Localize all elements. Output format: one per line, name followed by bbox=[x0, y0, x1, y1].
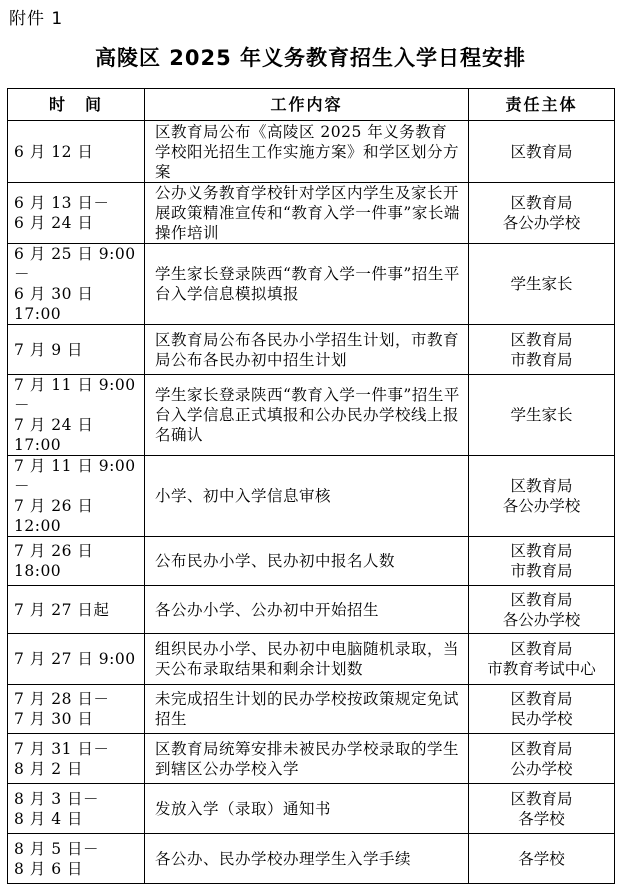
content-cell: 组织民办小学、民办初中电脑随机录取，当天公布录取结果和剩余计划数 bbox=[145, 634, 469, 685]
responsible-cell: 学生家长 bbox=[469, 375, 615, 456]
responsible-cell: 区教育局 市教育考试中心 bbox=[469, 634, 615, 685]
time-cell: 7 月 27 日 9:00 bbox=[8, 634, 145, 685]
time-cell: 7 月 9 日 bbox=[8, 325, 145, 375]
responsible-cell: 区教育局 民办学校 bbox=[469, 685, 615, 734]
content-cell: 各公办、民办学校办理学生入学手续 bbox=[145, 834, 469, 884]
header-content: 工作内容 bbox=[145, 89, 469, 121]
table-row bbox=[8, 456, 615, 537]
content-cell: 学生家长登录陕西“教育入学一件事”招生平台入学信息模拟填报 bbox=[145, 244, 469, 325]
table-row bbox=[8, 685, 615, 734]
responsible-cell: 学生家长 bbox=[469, 244, 615, 325]
responsible-cell: 区教育局 市教育局 bbox=[469, 537, 615, 586]
table-row bbox=[8, 537, 615, 586]
responsible-cell: 区教育局 bbox=[469, 121, 615, 183]
time-cell: 8 月 3 日－ 8 月 4 日 bbox=[8, 784, 145, 834]
time-cell: 7 月 11 日 9:00－ 7 月 24 日 17:00 bbox=[8, 375, 145, 456]
table-row bbox=[8, 244, 615, 325]
content-cell: 区教育局统筹安排未被民办学校录取的学生到辖区公办学校入学 bbox=[145, 734, 469, 784]
document-title: 高陵区 2025 年义务教育招生入学日程安排 bbox=[94, 46, 527, 70]
content-cell: 区教育局公布各民办小学招生计划，市教育局公布各民办初中招生计划 bbox=[145, 325, 469, 375]
time-cell: 6 月 12 日 bbox=[8, 121, 145, 183]
table-row bbox=[8, 121, 615, 183]
table-row bbox=[8, 183, 615, 244]
content-cell: 公布民办小学、民办初中报名人数 bbox=[145, 537, 469, 586]
content-cell: 发放入学（录取）通知书 bbox=[145, 784, 469, 834]
time-cell: 7 月 31 日－ 8 月 2 日 bbox=[8, 734, 145, 784]
responsible-cell: 各学校 bbox=[469, 834, 615, 884]
table-row bbox=[8, 634, 615, 685]
table-row bbox=[8, 784, 615, 834]
responsible-cell: 区教育局 各公办学校 bbox=[469, 586, 615, 634]
header-time: 时 间 bbox=[8, 89, 145, 121]
table-row bbox=[8, 325, 615, 375]
responsible-cell: 区教育局 各学校 bbox=[469, 784, 615, 834]
responsible-cell: 区教育局 各公办学校 bbox=[469, 183, 615, 244]
content-cell: 未完成招生计划的民办学校按政策规定免试招生 bbox=[145, 685, 469, 734]
table-row bbox=[8, 375, 615, 456]
header-responsible: 责任主体 bbox=[469, 89, 615, 121]
time-cell: 7 月 11 日 9:00－ 7 月 26 日 12:00 bbox=[8, 456, 145, 537]
attachment-label: 附件 1 bbox=[9, 9, 64, 29]
time-cell: 7 月 28 日－ 7 月 30 日 bbox=[8, 685, 145, 734]
table-row bbox=[8, 734, 615, 784]
content-cell: 公办义务教育学校针对学区内学生及家长开展政策精准宣传和“教育入学一件事”家长端操作培训 bbox=[145, 183, 469, 244]
responsible-cell: 区教育局 各公办学校 bbox=[469, 456, 615, 537]
content-cell: 小学、初中入学信息审核 bbox=[145, 456, 469, 537]
time-cell: 6 月 25 日 9:00－ 6 月 30 日 17:00 bbox=[8, 244, 145, 325]
schedule-table bbox=[7, 88, 615, 884]
time-cell: 7 月 27 日起 bbox=[8, 586, 145, 634]
content-cell: 各公办小学、公办初中开始招生 bbox=[145, 586, 469, 634]
table-header-row bbox=[8, 89, 615, 121]
content-cell: 区教育局公布《高陵区 2025 年义务教育学校阳光招生工作实施方案》和学区划分方案 bbox=[145, 121, 469, 183]
time-cell: 8 月 5 日－ 8 月 6 日 bbox=[8, 834, 145, 884]
table-row bbox=[8, 834, 615, 884]
time-cell: 7 月 26 日 18:00 bbox=[8, 537, 145, 586]
responsible-cell: 区教育局 公办学校 bbox=[469, 734, 615, 784]
responsible-cell: 区教育局 市教育局 bbox=[469, 325, 615, 375]
table-row bbox=[8, 586, 615, 634]
time-cell: 6 月 13 日－ 6 月 24 日 bbox=[8, 183, 145, 244]
content-cell: 学生家长登录陕西“教育入学一件事”招生平台入学信息正式填报和公办民办学校线上报名确认 bbox=[145, 375, 469, 456]
